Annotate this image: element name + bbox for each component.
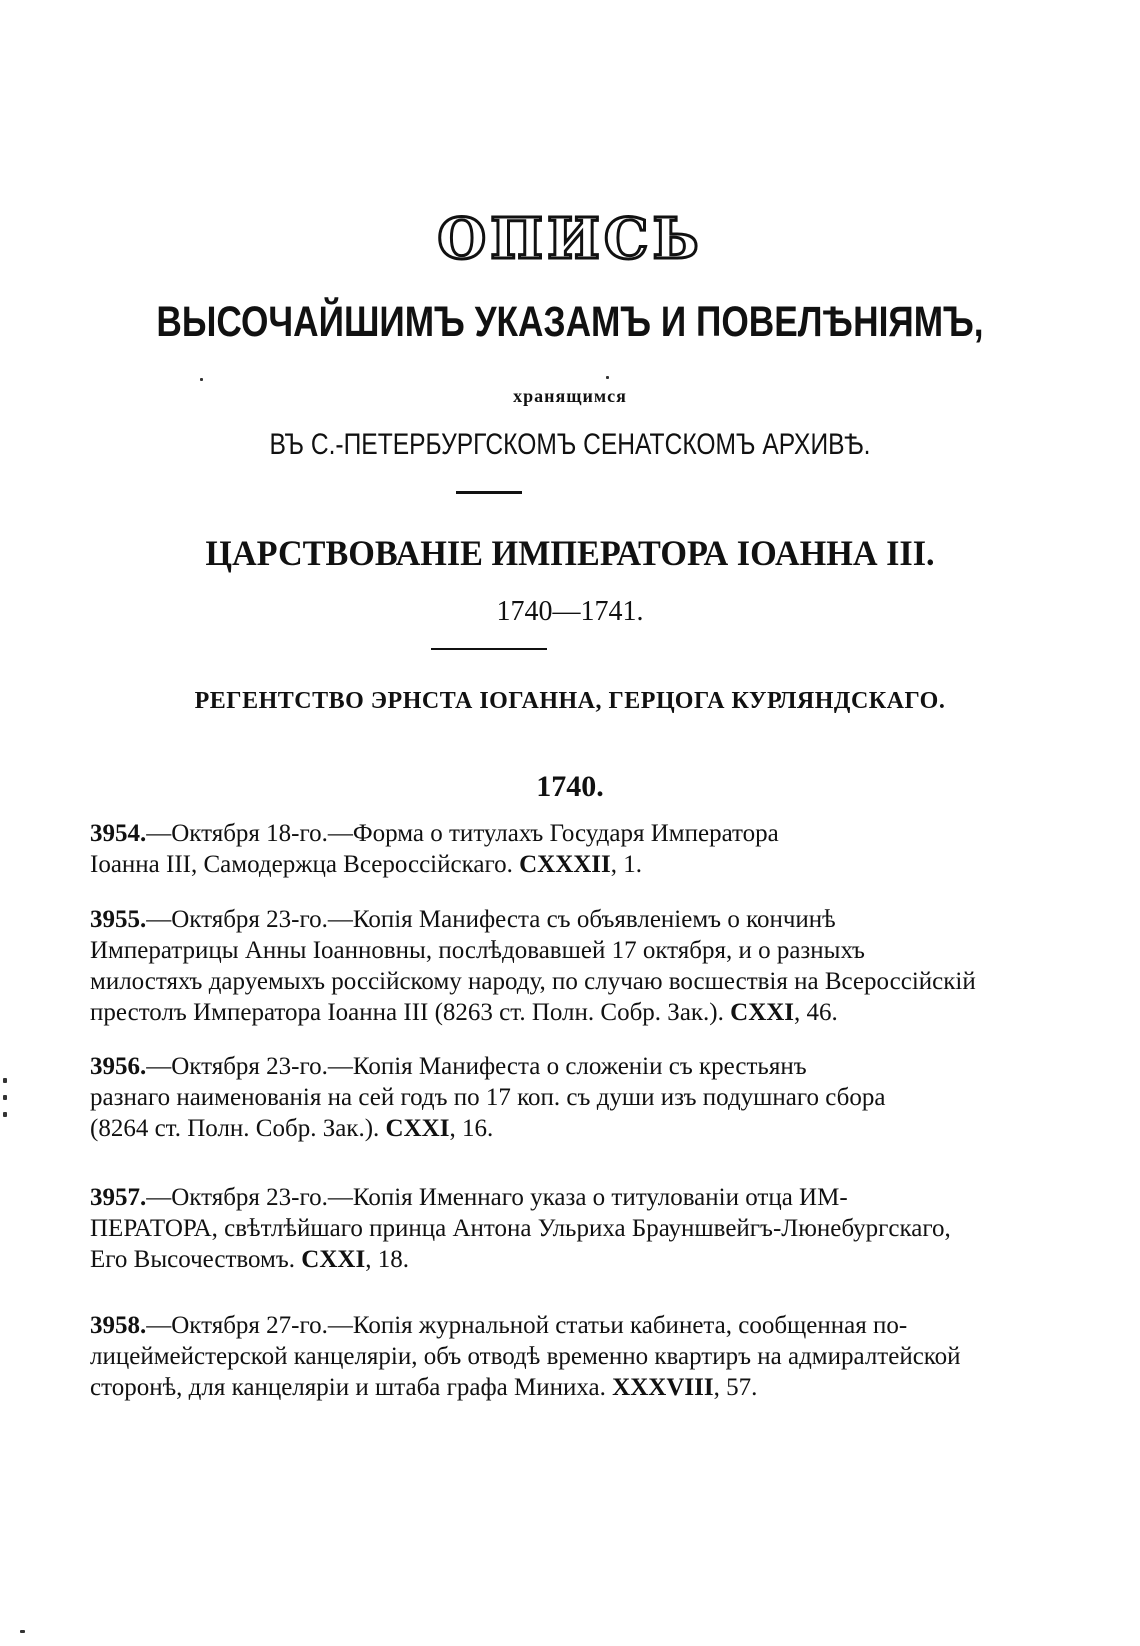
entry — [90, 1310, 1005, 1403]
entry-text: лицеймейстерской канцеляріи, объ отводѣ временно квартиръ на адмиралтейской — [90, 1343, 961, 1370]
entry-number: 3958. — [90, 1312, 147, 1339]
margin-mark — [3, 1095, 7, 1100]
entry-text: Его Высочествомъ. — [90, 1246, 296, 1273]
entry-reference-tail: , 57. — [713, 1374, 758, 1401]
regency-title: РЕГЕНТСТВО ЭРНСТА ІОГАННА, ГЕРЦОГА КУРЛЯНДСКАГО. — [194, 688, 946, 714]
entry-reference: CXXI — [730, 999, 795, 1026]
entry-text: Императрицы Анны Іоанновны, послѣдовавшей 17 октября, и о разныхъ — [90, 937, 865, 964]
entry-reference: CXXI — [301, 1246, 366, 1273]
margin-mark — [3, 1112, 7, 1117]
entry-number: 3954. — [90, 820, 147, 847]
entry-text: —Октября 23-го.—Копія Именнаго указа о титулованіи отца ИМ- — [146, 1184, 848, 1211]
year-heading: 1740. — [536, 770, 604, 803]
entry-reference-tail: , 1. — [610, 851, 643, 878]
entry-number: 3957. — [90, 1184, 147, 1211]
entry-text: —Октября 27-го.—Копія журнальной статьи кабинета, сообщенная по- — [146, 1312, 908, 1339]
entry-reference: CXXI — [385, 1115, 450, 1142]
divider-rule — [456, 491, 522, 494]
entry-text: престолъ Императора Іоанна III (8263 ст. Полн. Собр. Зак.). — [90, 999, 724, 1026]
entry-text: —Октября 18-го.—Форма о титулахъ Государя Императора — [146, 820, 779, 847]
margin-mark — [606, 376, 609, 379]
margin-mark — [20, 1630, 25, 1633]
reign-years: 1740—1741. — [496, 596, 644, 627]
entry-reference-tail: , 16. — [449, 1115, 494, 1142]
entry-text: разнаго наименованія на сей годъ по 17 коп. съ души изъ подушнаго сбора — [90, 1084, 886, 1111]
entry-number: 3956. — [90, 1053, 147, 1080]
entry — [90, 1182, 1005, 1275]
entry-text: ПЕРАТОРА, свѣтлѣйшаго принца Антона Ульриха Брауншвейгъ-Люнебургскаго, — [90, 1215, 951, 1242]
entry-text: —Октября 23-го.—Копія Манифеста о сложеніи съ крестьянъ — [146, 1053, 807, 1080]
document-subtitle: ВЫСОЧАЙШИМЪ УКАЗАМЪ И ПОВЕЛѢНІЯМЪ, — [156, 298, 984, 346]
entry — [90, 1051, 1005, 1144]
entry-text: Іоанна III, Самодержца Всероссійскаго. — [90, 851, 513, 878]
entry-reference: XXXVIII — [612, 1374, 714, 1401]
entry-reference-tail: , 46. — [794, 999, 838, 1026]
archive-name: ВЪ С.-ПЕТЕРБУРГСКОМЪ СЕНАТСКОМЪ АРХИВѢ. — [269, 428, 871, 461]
entry-text: (8264 ст. Полн. Собр. Зак.). — [90, 1115, 380, 1142]
entry-number: 3955. — [90, 906, 147, 933]
entry-reference: CXXXII — [519, 851, 611, 878]
entry-text: —Октября 23-го.—Копія Манифеста съ объявленіемъ о кончинѣ — [146, 906, 836, 933]
entry-text: милостяхъ даруемыхъ россійскому народу, по случаю восшествія на Всероссійскій — [90, 968, 976, 995]
margin-mark — [200, 378, 203, 381]
entry-reference-tail: , 18. — [365, 1246, 409, 1273]
document-title: ОПИСЬ — [437, 206, 703, 272]
margin-mark — [3, 1078, 7, 1083]
entry — [90, 818, 1005, 880]
document-subtitle-small: хранящимся — [513, 386, 627, 406]
divider-rule — [431, 648, 547, 650]
entry-text: сторонѣ, для канцеляріи и штаба графа Миниха. — [90, 1374, 606, 1401]
entry — [90, 904, 1005, 1028]
reign-title: ЦАРСТВОВАНІЕ ИМПЕРАТОРА ІОАННА III. — [205, 533, 935, 573]
